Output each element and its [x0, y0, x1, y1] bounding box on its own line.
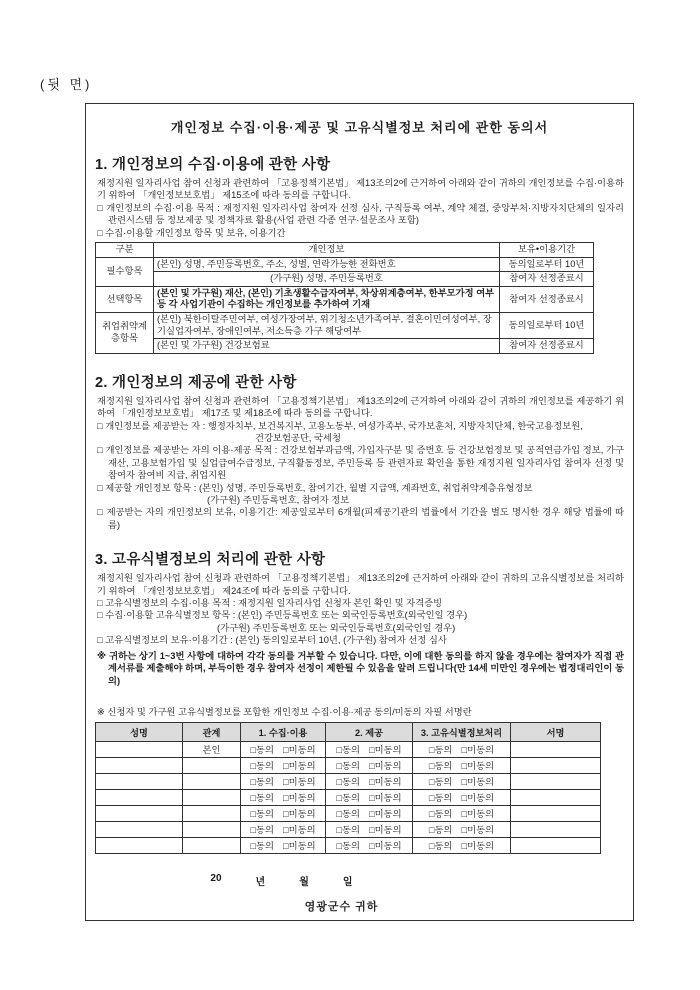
section1-intro: 재정지원 일자리사업 참여 신청과 관련하여 「고용정책기본법」 제13조의2에 근거하여 아래와 같이 귀하의 개인정보를 수집·이용하기 위하여 「개인정보보호법」 제15조에 따라 동의를 구합니다.: [97, 178, 624, 201]
vulnerable-self-period: 동의일로부터 10년: [500, 313, 594, 339]
name-cell: [96, 837, 183, 853]
col-header-signature: 서명: [511, 722, 601, 741]
unique-consent-cell: [413, 821, 511, 837]
table-row: [96, 313, 594, 339]
disagree-checkbox: □미동의: [461, 793, 495, 804]
section2-intro: 재정지원 일자리사업 참여 신청과 관련하여 「고용정책기본법」 제13조의2에 근거하여 아래와 같이 귀하의 개인정보를 제공하기 위하여 「개인정보보호법」 제17조 및 제18조에 따라 동의를 구합니다.: [97, 395, 624, 419]
name-cell: [96, 773, 183, 789]
signature-row: [96, 837, 601, 853]
col-header-period: 보유•이용기간: [500, 243, 594, 258]
relation-cell: [183, 773, 241, 789]
agree-checkbox: □동의: [336, 841, 360, 852]
vulnerable-items-label: 취업취약계층항목: [96, 313, 154, 354]
vulnerable-household-info: (본인 및 가구원) 건강보험료: [154, 339, 500, 354]
agree-checkbox: □동의: [250, 809, 274, 820]
collect-consent-cell: [241, 837, 326, 853]
year-prefix: 20: [210, 872, 222, 884]
disagree-checkbox: □미동의: [461, 777, 495, 788]
agree-checkbox: □동의: [250, 793, 274, 804]
section-unique-id: [95, 548, 624, 687]
disagree-checkbox: □미동의: [369, 793, 402, 804]
section2-recipients-bullet: □ 개인정보를 제공받는 자 : 행정자치부, 보건복지부, 고용노동부, 여성가족부, 국가보훈처, 지방자치단체, 한국고용정보원,: [97, 420, 583, 431]
month-label: 월: [299, 876, 309, 888]
signature-cell: [511, 741, 601, 757]
consent-signature-table: [95, 722, 601, 854]
unique-consent-cell: [413, 773, 511, 789]
signature-cell: [511, 773, 601, 789]
signature-row: [96, 773, 601, 789]
signature-cell: [511, 757, 601, 773]
signature-cell: [511, 837, 601, 853]
agree-checkbox: □동의: [428, 825, 453, 836]
signature-table-caption: ※ 신청자 및 가구원 고유식별정보를 포함한 개인정보 수집·이용·제공 동의/미동의 자필 서명란: [97, 706, 472, 717]
disagree-checkbox: □미동의: [461, 841, 495, 852]
optional-items-period: 참여자 선정종료시: [500, 286, 594, 312]
disagree-checkbox: □미동의: [369, 777, 402, 788]
section1-heading: 1. 개인정보의 수집·이용에 관한 사항: [95, 157, 331, 173]
section3-items-continued: (가구원) 주민등록번호 또는 외국인등록번호(외국인일 경우): [217, 622, 456, 633]
collect-consent-cell: [241, 821, 326, 837]
agree-checkbox: □동의: [336, 745, 360, 756]
provide-consent-cell: [326, 741, 413, 757]
provide-consent-cell: [326, 757, 413, 773]
disagree-checkbox: □미동의: [461, 825, 495, 836]
table-row: [96, 339, 594, 354]
col-header-name: 성명: [96, 722, 183, 741]
section2-items-continued: (가구원) 주민등록번호, 참여자 정보: [207, 495, 350, 506]
signature-cell: [511, 805, 601, 821]
signature-row: [96, 789, 601, 805]
agree-checkbox: □동의: [336, 825, 360, 836]
agree-checkbox: □동의: [428, 793, 453, 804]
disagree-checkbox: □미동의: [369, 761, 402, 772]
vulnerable-household-period: 참여자 선정종료시: [500, 339, 594, 354]
table-row: [96, 272, 594, 287]
name-cell: [96, 821, 183, 837]
page-side-label: (뒷 면): [40, 77, 93, 92]
unique-consent-cell: [413, 805, 511, 821]
provide-consent-cell: [326, 821, 413, 837]
agree-checkbox: □동의: [336, 793, 360, 804]
relation-cell: [183, 757, 241, 773]
col-header-category: 구분: [96, 243, 154, 258]
name-cell: [96, 741, 183, 757]
agree-checkbox: □동의: [250, 841, 274, 852]
section3-intro: 재정지원 일자리사업 참여 신청과 관련하여 「고용정책기본법」 제13조의2에 근거하여 아래와 같이 귀하의 고유식별정보를 처리하기 위하여 「개인정보보호법」 제24조에 따라 동의를 구합니다.: [97, 573, 624, 596]
col-header-collect-use: 1. 수집·이용: [241, 722, 326, 741]
disagree-checkbox: □미동의: [369, 745, 402, 756]
relation-cell: [183, 805, 241, 821]
refusal-rights-note: ※ 귀하는 상기 1~3번 사항에 대하여 각각 동의를 거부할 수 있습니다. 다만, 이에 대한 동의를 하지 않을 경우에는 참여자가 직접 관계서류를 제출해야 하며, 부득이한 경우 참여자 선정이 제한될 수 있음을 알려 드립니다(만 14세 미만인 경우에는 법정대리인이 동의): [97, 650, 624, 686]
optional-items-info: (본인 및 가구원) 재산, (본인) 기초생활수급자여부, 차상위계층여부, 한부모가정 여부 등 각 사업기관이 수집하는 개인정보를 추가하여 기재: [154, 286, 500, 312]
disagree-checkbox: □미동의: [461, 809, 495, 820]
addressee: 영광군수 귀하: [304, 900, 379, 913]
disagree-checkbox: □미동의: [283, 793, 316, 804]
provide-consent-cell: [326, 789, 413, 805]
disagree-checkbox: □미동의: [461, 745, 495, 756]
unique-consent-cell: [413, 837, 511, 853]
relation-cell: [183, 789, 241, 805]
collect-consent-cell: [241, 789, 326, 805]
agree-checkbox: □동의: [336, 761, 360, 772]
section3-retention-bullet: □ 고유식별정보의 보유·이용기간 : (본인) 동의일로부터 10년, (가구원) 참여자 선정 심사: [97, 635, 447, 646]
section3-heading: 3. 고유식별정보의 처리에 관한 사항: [95, 552, 326, 569]
agree-checkbox: □동의: [428, 761, 453, 772]
name-cell: [96, 757, 183, 773]
agree-checkbox: □동의: [428, 745, 453, 756]
signature-header-row: [96, 722, 601, 741]
disagree-checkbox: □미동의: [283, 809, 316, 820]
required-household-period: 참여자 선정종료시: [500, 272, 594, 287]
collect-consent-cell: [241, 757, 326, 773]
section2-retention-bullet: □ 제공받는 자의 개인정보의 보유, 이용기간: 제공일로부터 6개월(피제공기관의 법률에서 기간을 별도 명시한 경우 해당 법률에 따름): [97, 507, 624, 530]
disagree-checkbox: □미동의: [283, 761, 316, 772]
section1-items-bullet: □ 수집·이용할 개인정보 항목 및 보유, 이용기간: [97, 227, 286, 238]
name-cell: [96, 805, 183, 821]
required-items-label: 필수항목: [96, 257, 154, 286]
provide-consent-cell: [326, 773, 413, 789]
section2-heading: 2. 개인정보의 제공에 관한 사항: [95, 374, 297, 391]
date-line: [85, 873, 546, 888]
required-household-info: (가구원) 성명, 주민등록번호: [154, 272, 500, 287]
signature-row: [96, 741, 601, 757]
section3-purpose-bullet: □ 고유식별정보의 수집·이용 목적 : 재정지원 일자리사업 신청자 본인 확인 및 자격증빙: [97, 598, 443, 609]
disagree-checkbox: □미동의: [283, 777, 316, 788]
col-header-info: 개인정보: [154, 243, 500, 258]
collect-consent-cell: [241, 741, 326, 757]
table-row: [96, 257, 594, 272]
disagree-checkbox: □미동의: [283, 745, 316, 756]
collect-consent-cell: [241, 805, 326, 821]
table-header-row: [96, 243, 594, 258]
disagree-checkbox: □미동의: [369, 841, 402, 852]
agree-checkbox: □동의: [336, 777, 360, 788]
agree-checkbox: □동의: [250, 761, 274, 772]
section2-purpose-bullet: □ 개인정보를 제공받는 자의 이용·제공 목적 : 건강보험부과금액, 가입자구분 및 증번호 등 건강보험정보 및 공적연금가입 정보, 가구재산, 고용보험가입 및 실업급여수급정보, 구직활동정보, 주민등록 등 관련자료 확인을 통한 재정지원 일자리사업 참여자 선정 및 참여자 참여비 지급, 취업지원: [97, 445, 624, 481]
section3-items-bullet: □ 수집·이용할 고유식별정보 항목 : (본인) 주민등록번호 또는 외국인등록번호(외국인일 경우): [97, 610, 468, 621]
agree-checkbox: □동의: [428, 809, 453, 820]
section1-purpose-bullet: □ 개인정보의 수집·이용 목적 : 재정지원 일자리사업 참여자 선정 심사, 구직등록 여부, 계약 체결, 중앙부처·지방자치단체의 일자리관련시스템 등 정보제공 및 정책자료 활용(사업 관련 각종 연구·설문조사 포함): [97, 202, 624, 226]
day-label: 일: [342, 876, 353, 888]
section-provision: [95, 371, 624, 531]
unique-consent-cell: [413, 741, 511, 757]
name-cell: [96, 789, 183, 805]
signature-row: [96, 757, 601, 773]
relation-cell: 본인: [183, 741, 241, 757]
collect-consent-cell: [241, 773, 326, 789]
agree-checkbox: □동의: [250, 745, 274, 756]
disagree-checkbox: □미동의: [369, 809, 402, 820]
signature-cell: [511, 789, 601, 805]
col-header-relation: 관계: [183, 722, 241, 741]
table-row: [96, 286, 594, 312]
agree-checkbox: □동의: [428, 841, 453, 852]
signature-cell: [511, 821, 601, 837]
relation-cell: [183, 837, 241, 853]
agree-checkbox: □동의: [250, 777, 274, 788]
document-border-box: [85, 103, 634, 921]
required-self-info: (본인) 성명, 주민등록번호, 주소, 성별, 연락가능한 전화번호: [154, 257, 500, 272]
personal-info-items-table: [95, 242, 594, 354]
signature-row: [96, 805, 601, 821]
required-self-period: 동의일로부터 10년: [500, 257, 594, 272]
year-label: 년: [255, 876, 266, 888]
agree-checkbox: □동의: [428, 777, 453, 788]
section2-recipients-continued: 건강보험공단, 국세청: [255, 433, 341, 443]
provide-consent-cell: [326, 837, 413, 853]
relation-cell: [183, 821, 241, 837]
unique-consent-cell: [413, 757, 511, 773]
col-header-unique-id: 3. 고유식별정보처리: [413, 722, 511, 741]
disagree-checkbox: □미동의: [461, 761, 495, 772]
agree-checkbox: □동의: [250, 825, 274, 836]
disagree-checkbox: □미동의: [283, 825, 316, 836]
unique-consent-cell: [413, 789, 511, 805]
section2-items-bullet: □ 제공할 개인정보 항목 : (본인) 성명, 주민등록번호, 참여기간, 월별 지급액, 계좌번호, 취업취약계층유형정보: [97, 482, 533, 493]
optional-items-label: 선택항목: [96, 286, 154, 312]
document-title: 개인정보 수집·이용·제공 및 고유식별정보 처리에 관한 동의서: [170, 120, 549, 135]
col-header-provide: 2. 제공: [326, 722, 413, 741]
section-collection-use: [95, 153, 624, 354]
provide-consent-cell: [326, 805, 413, 821]
signature-row: [96, 821, 601, 837]
disagree-checkbox: □미동의: [369, 825, 402, 836]
vulnerable-self-info: (본인) 북한이탈주민여부, 여성가장여부, 위기청소년가족여부, 결혼이민여성여부, 장기실업자여부, 장애인여부, 저소득층 가구 해당여부: [154, 313, 500, 339]
agree-checkbox: □동의: [336, 809, 360, 820]
disagree-checkbox: □미동의: [283, 841, 316, 852]
